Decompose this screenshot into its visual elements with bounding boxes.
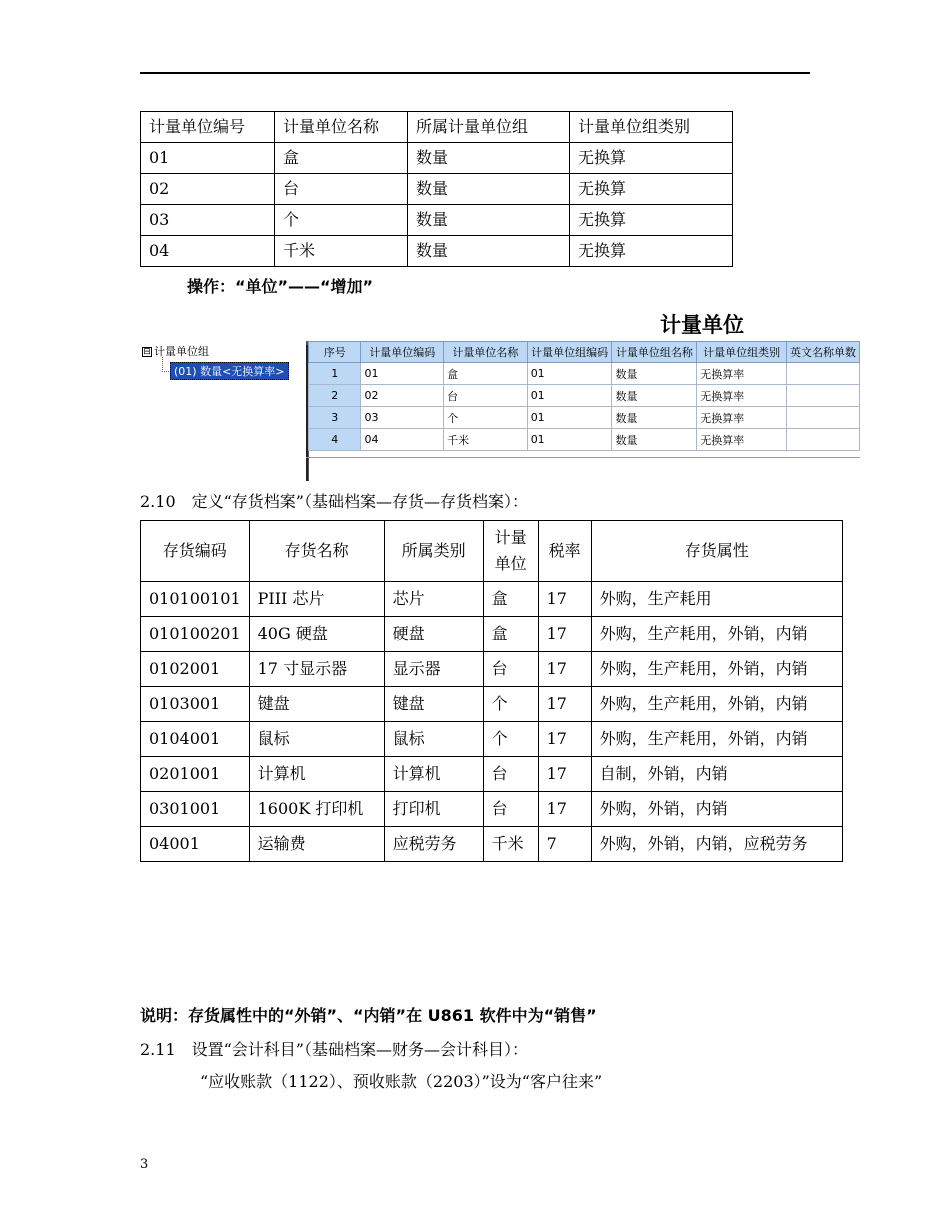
grid-cell[interactable]: 1	[309, 363, 361, 385]
table-cell: 千米	[483, 827, 538, 862]
table-cell: 外购，生产耗用	[591, 582, 842, 617]
header-cell: 所属计量单位组	[408, 112, 570, 143]
table-cell: 无换算	[570, 205, 733, 236]
table-cell: 数量	[408, 205, 570, 236]
grid-cell[interactable]: 01	[527, 363, 612, 385]
grid-cell[interactable]: 数量	[612, 407, 697, 429]
table-cell: 外购，外销，内销	[591, 792, 842, 827]
table-cell: 01	[141, 143, 275, 174]
table-cell: 台	[483, 652, 538, 687]
table-row	[141, 722, 843, 757]
grid-column-header[interactable]: 序号	[309, 342, 361, 363]
table-cell: 40G 硬盘	[249, 617, 384, 652]
grid-cell[interactable]: 无换算率	[697, 385, 787, 407]
grid-column-header[interactable]: 计量单位名称	[444, 342, 528, 363]
grid-row[interactable]	[309, 385, 860, 407]
grid-cell[interactable]: 2	[309, 385, 361, 407]
table-cell: 显示器	[384, 652, 483, 687]
tree-root-node[interactable]	[142, 343, 209, 359]
table-cell: 外购，生产耗用，外销，内销	[591, 722, 842, 757]
table-cell: 芯片	[384, 582, 483, 617]
grid-row[interactable]	[309, 429, 860, 451]
section-heading-2-10: 2.10 定义“存货档案”（基础档案—存货—存货档案）：	[140, 492, 528, 511]
header-cell: 计量单位	[483, 521, 538, 582]
table-cell: 17	[538, 687, 591, 722]
grid-column-header[interactable]: 英文名称单数	[786, 342, 859, 363]
note-line: 说明：存货属性中的“外销”、“内销”在 U861 软件中为“销售”	[140, 1006, 597, 1025]
operation-instruction: 操作：“单位”——“增加”	[187, 277, 374, 296]
table-row	[141, 617, 843, 652]
grid-header-row	[309, 342, 860, 363]
table-cell: 0104001	[141, 722, 250, 757]
table-cell: 硬盘	[384, 617, 483, 652]
grid-column-header[interactable]: 计量单位组编码	[527, 342, 612, 363]
header-cell: 计量单位编号	[141, 112, 275, 143]
table-cell: 无换算	[570, 236, 733, 267]
grid-cell[interactable]	[786, 429, 859, 451]
window-title: 计量单位	[660, 313, 744, 337]
table-cell: 04001	[141, 827, 250, 862]
grid-cell[interactable]: 无换算率	[697, 429, 787, 451]
grid-cell[interactable]: 4	[309, 429, 361, 451]
table-cell: 鼠标	[249, 722, 384, 757]
collapse-icon[interactable]: ⊟	[143, 347, 151, 357]
table-row	[141, 236, 733, 267]
grid-cell[interactable]: 千米	[444, 429, 528, 451]
table-row	[141, 792, 843, 827]
table-row	[141, 205, 733, 236]
grid-cell[interactable]	[786, 407, 859, 429]
table-cell: 千米	[275, 236, 408, 267]
table-cell: 键盘	[249, 687, 384, 722]
table-cell: 数量	[408, 174, 570, 205]
table-cell: 应税劳务	[384, 827, 483, 862]
table-cell: 键盘	[384, 687, 483, 722]
table-cell: 个	[483, 687, 538, 722]
header-cell: 所属类别	[384, 521, 483, 582]
grid-cell[interactable]: 3	[309, 407, 361, 429]
tree-root-label: 计量单位组	[154, 345, 209, 358]
header-cell: 存货编码	[141, 521, 250, 582]
table-cell: 数量	[408, 236, 570, 267]
table-row	[141, 687, 843, 722]
table-cell: 个	[275, 205, 408, 236]
table-cell: 数量	[408, 143, 570, 174]
table-header-row	[141, 521, 843, 582]
software-screenshot	[140, 305, 860, 480]
table-cell: 运输费	[249, 827, 384, 862]
header-cell: 计量单位组类别	[570, 112, 733, 143]
table-cell: 台	[483, 757, 538, 792]
table-cell: 无换算	[570, 174, 733, 205]
table-cell: 台	[483, 792, 538, 827]
section-heading-2-11: 2.11 设置“会计科目”（基础档案—财务—会计科目）：	[140, 1040, 528, 1059]
table-row	[141, 143, 733, 174]
table-cell: 0103001	[141, 687, 250, 722]
table-cell: 盒	[275, 143, 408, 174]
table-cell: 0201001	[141, 757, 250, 792]
table-row	[141, 174, 733, 205]
table-cell: 17	[538, 722, 591, 757]
header-cell: 计量单位名称	[275, 112, 408, 143]
table-cell: 鼠标	[384, 722, 483, 757]
table-cell: PIII 芯片	[249, 582, 384, 617]
table-cell: 7	[538, 827, 591, 862]
table-cell: 外购，生产耗用，外销，内销	[591, 617, 842, 652]
grid-cell[interactable]: 02	[361, 385, 444, 407]
table-cell: 外购，生产耗用，外销，内销	[591, 687, 842, 722]
grid-cell[interactable]: 04	[361, 429, 444, 451]
grid-cell[interactable]: 01	[361, 363, 444, 385]
grid-cell[interactable]: 数量	[612, 385, 697, 407]
grid-cell[interactable]: 个	[444, 407, 528, 429]
table-cell: 外购，外销，内销，应税劳务	[591, 827, 842, 862]
header-cell: 税率	[538, 521, 591, 582]
table-cell: 盒	[483, 617, 538, 652]
header-rule	[140, 72, 810, 74]
table-row	[141, 827, 843, 862]
grid-bottom-border	[306, 457, 860, 459]
unit-grid-table	[308, 341, 860, 451]
grid-cell[interactable]	[786, 363, 859, 385]
grid-column-header[interactable]: 计量单位组类别	[697, 342, 787, 363]
table-cell: 1600K 打印机	[249, 792, 384, 827]
grid-column-header[interactable]: 计量单位组名称	[612, 342, 697, 363]
table-cell: 自制，外销，内销	[591, 757, 842, 792]
table-row	[141, 757, 843, 792]
table-cell: 17	[538, 582, 591, 617]
inventory-table	[140, 520, 843, 862]
table-cell: 17 寸显示器	[249, 652, 384, 687]
grid-cell[interactable]: 01	[527, 385, 612, 407]
page-number: 3	[140, 1157, 149, 1172]
table-cell: 外购，生产耗用，外销，内销	[591, 652, 842, 687]
grid-cell[interactable]: 数量	[612, 363, 697, 385]
grid-cell[interactable]	[786, 385, 859, 407]
header-cell: 存货属性	[591, 521, 842, 582]
tree-node-selected[interactable]: (01) 数量<无换算率>	[170, 362, 289, 380]
unit-table	[140, 111, 733, 267]
table-cell: 03	[141, 205, 275, 236]
grid-row[interactable]	[309, 407, 860, 429]
table-cell: 台	[275, 174, 408, 205]
table-cell: 0301001	[141, 792, 250, 827]
table-cell: 打印机	[384, 792, 483, 827]
grid-cell[interactable]: 无换算率	[697, 363, 787, 385]
table-cell: 17	[538, 617, 591, 652]
table-cell: 计算机	[384, 757, 483, 792]
table-cell: 计算机	[249, 757, 384, 792]
grid-cell[interactable]: 数量	[612, 429, 697, 451]
table-cell: 0102001	[141, 652, 250, 687]
grid-row[interactable]	[309, 363, 860, 385]
table-cell: 盒	[483, 582, 538, 617]
grid-cell[interactable]: 盒	[444, 363, 528, 385]
grid-cell[interactable]: 01	[527, 407, 612, 429]
grid-cell[interactable]: 01	[527, 429, 612, 451]
table-cell: 无换算	[570, 143, 733, 174]
unit-group-tree	[140, 341, 309, 481]
grid-column-header[interactable]: 计量单位编码	[361, 342, 444, 363]
grid-cell[interactable]: 台	[444, 385, 528, 407]
table-row	[141, 582, 843, 617]
table-cell: 17	[538, 652, 591, 687]
table-cell: 02	[141, 174, 275, 205]
table-header-row	[141, 112, 733, 143]
grid-cell[interactable]: 无换算率	[697, 407, 787, 429]
table-cell: 17	[538, 757, 591, 792]
unit-grid	[308, 341, 860, 463]
table-cell: 04	[141, 236, 275, 267]
table-cell: 010100101	[141, 582, 250, 617]
table-cell: 个	[483, 722, 538, 757]
header-cell: 存货名称	[249, 521, 384, 582]
table-cell: 17	[538, 792, 591, 827]
table-cell: 010100201	[141, 617, 250, 652]
grid-cell[interactable]: 03	[361, 407, 444, 429]
section-body-text: “应收账款（1122）、预收账款（2203）”设为“客户往来”	[200, 1072, 603, 1091]
table-row	[141, 652, 843, 687]
